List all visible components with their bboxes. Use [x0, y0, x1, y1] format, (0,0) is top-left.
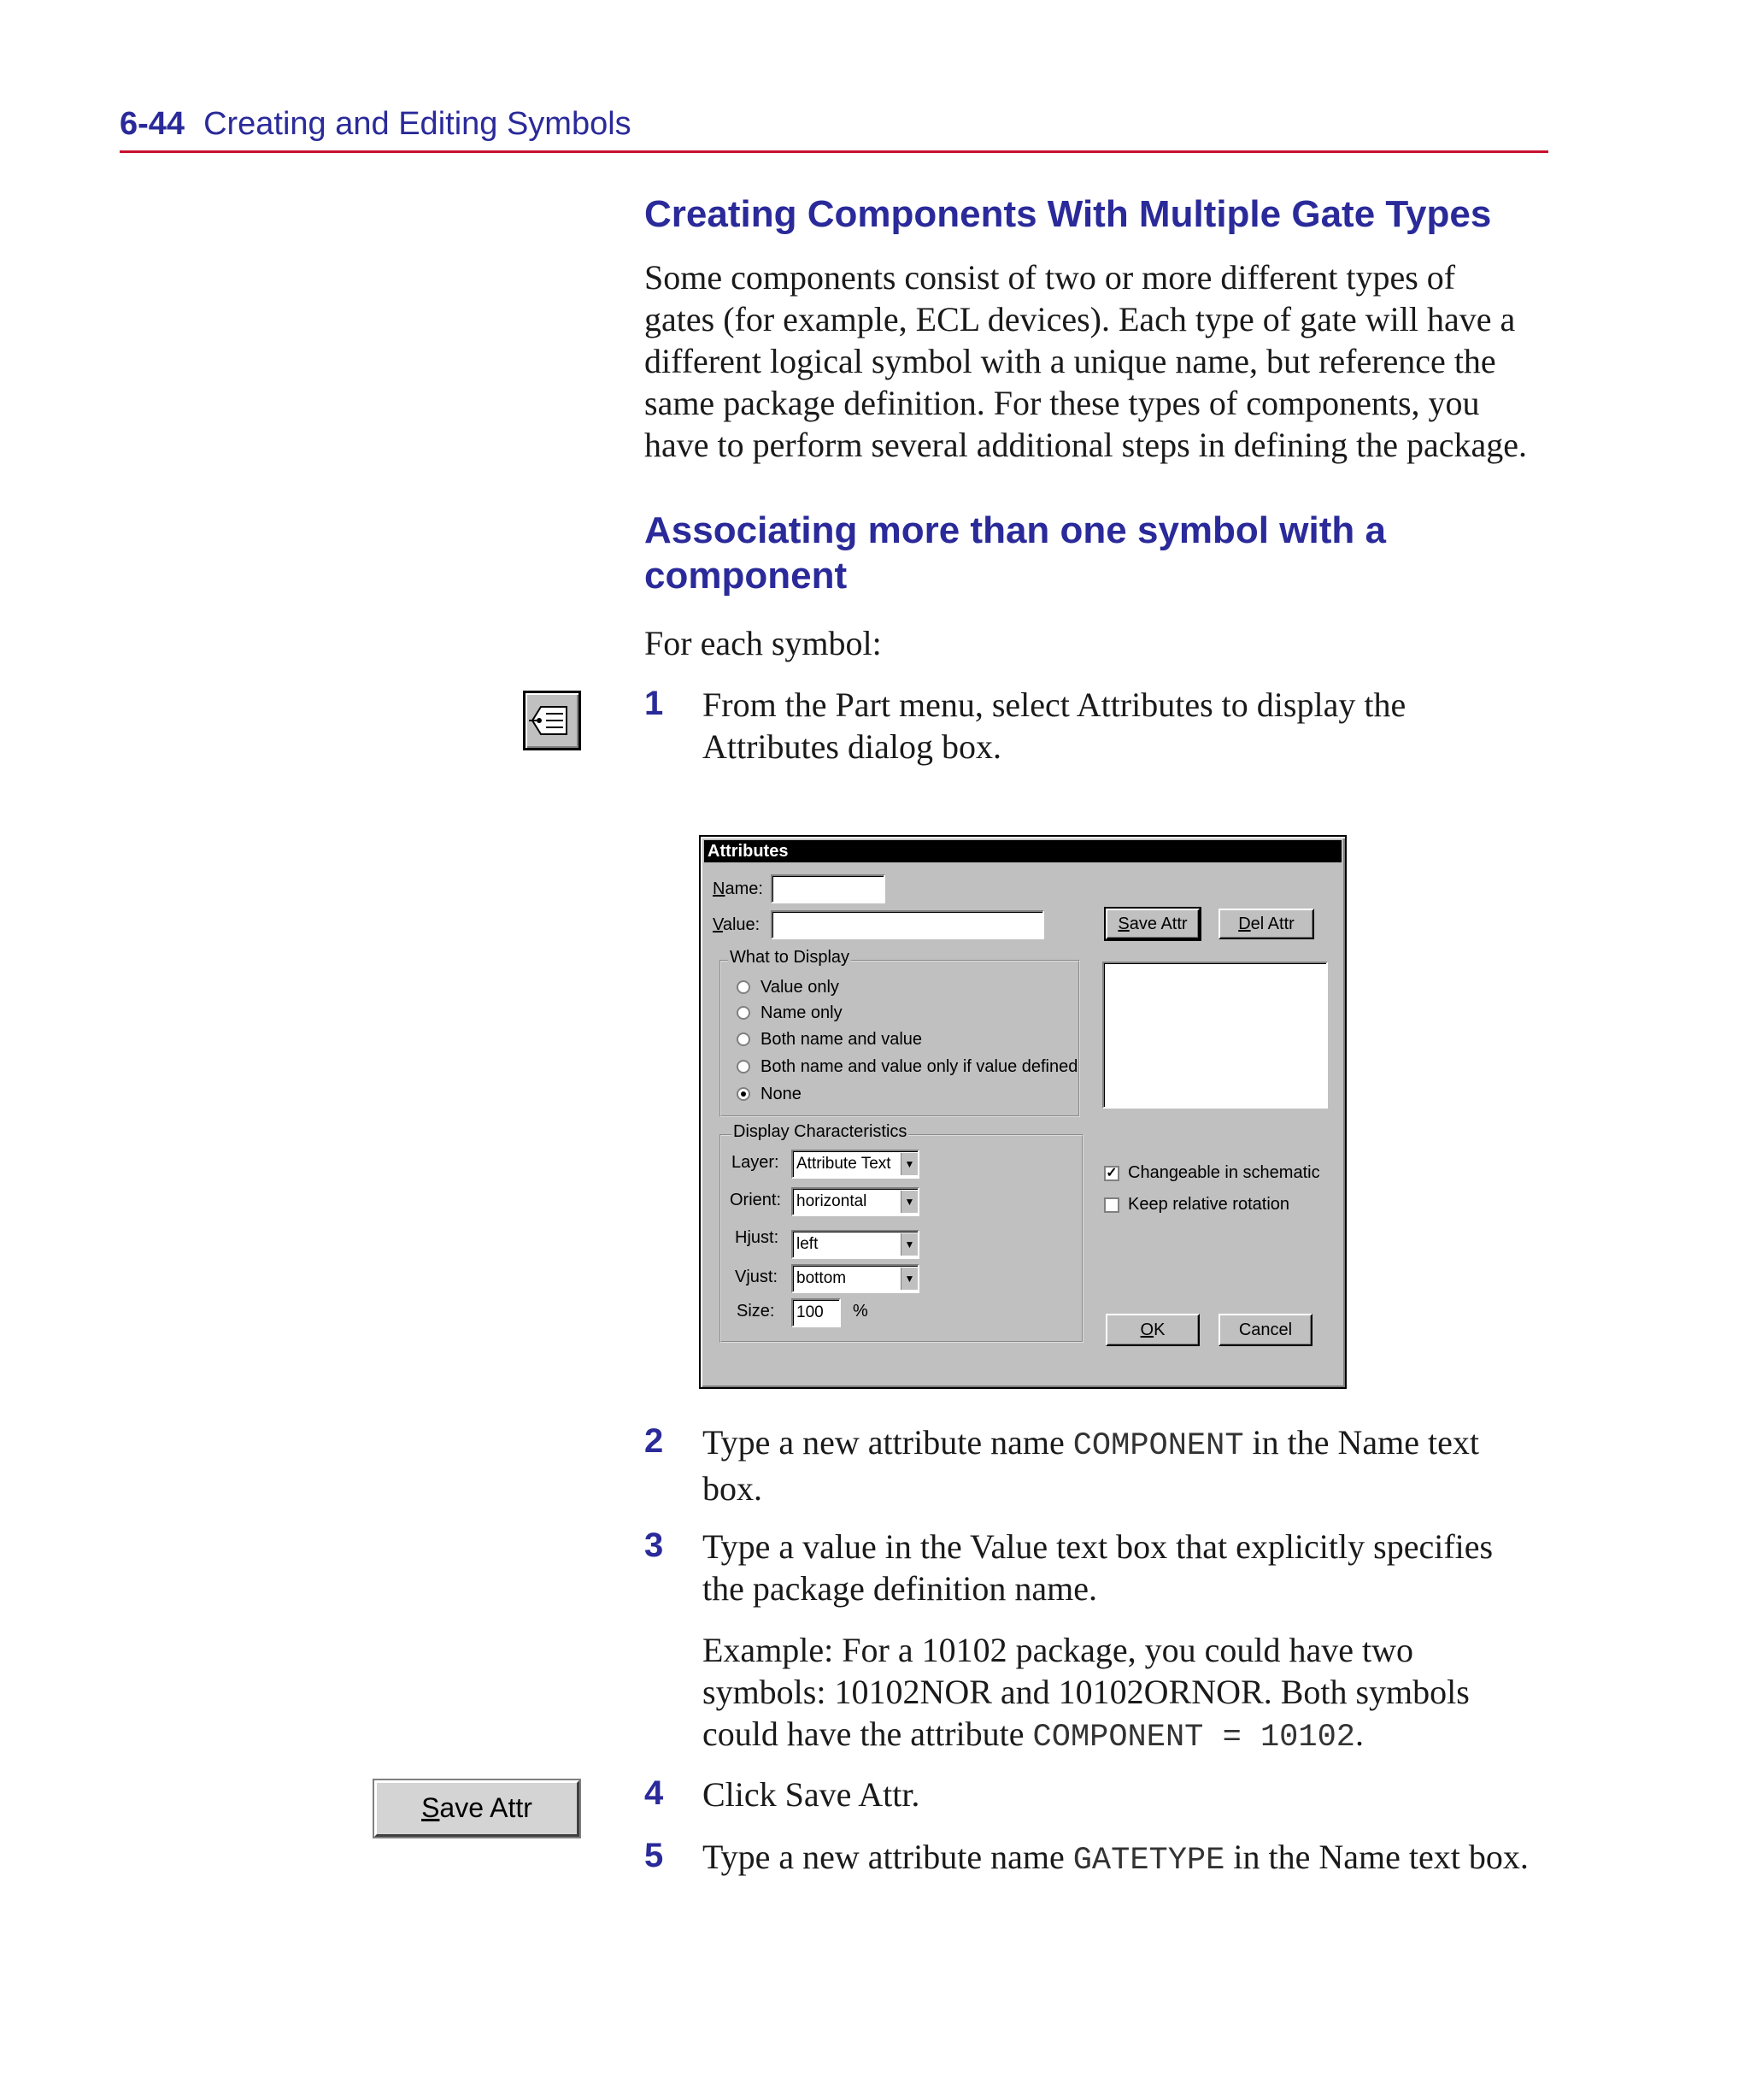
size-label: Size: — [737, 1302, 775, 1321]
name-label: Name: — [713, 879, 763, 898]
size-unit: % — [853, 1302, 868, 1321]
vjust-select[interactable] — [791, 1264, 919, 1293]
display-characteristics-title: Display Characteristics — [733, 1122, 907, 1141]
ok-button[interactable]: OK — [1106, 1314, 1200, 1346]
keep-rotation-label: Keep relative rotation — [1128, 1195, 1290, 1214]
radio-none[interactable] — [737, 1087, 750, 1101]
radio-label: Value only — [760, 978, 839, 997]
attributes-listbox[interactable] — [1102, 962, 1328, 1109]
name-input[interactable] — [771, 874, 885, 903]
hjust-label: Hjust: — [735, 1228, 779, 1247]
step-line: From the Part menu, select Attributes to display the — [702, 685, 1406, 724]
vjust-label: Vjust: — [735, 1268, 778, 1286]
example-line: symbols: 10102NOR and 10102ORNOR. Both symbols — [702, 1673, 1470, 1711]
section-heading: Creating Components With Multiple Gate Types — [644, 193, 1492, 235]
radio-both-if-defined[interactable] — [737, 1060, 750, 1074]
chevron-down-icon[interactable]: ▼ — [901, 1153, 918, 1175]
layer-select[interactable] — [791, 1150, 919, 1179]
orient-select[interactable] — [791, 1187, 919, 1216]
step-number: 2 — [644, 1422, 664, 1460]
radio-label: Both name and value — [760, 1030, 923, 1049]
size-input[interactable]: 100 — [791, 1298, 841, 1327]
radio-value-only[interactable] — [737, 980, 750, 994]
subsection-heading-line: component — [644, 555, 848, 597]
tag-icon — [526, 693, 578, 748]
radio-label: None — [760, 1085, 802, 1103]
save-attr-button[interactable]: Save Attr — [1106, 909, 1200, 939]
value-input[interactable] — [771, 910, 1044, 939]
save-attr-margin-button: Save Attr — [374, 1780, 579, 1837]
intro-line: same package definition. For these types of components, you — [644, 384, 1480, 422]
radio-label: Both name and value only if value defined — [760, 1057, 1078, 1076]
code-component-10102: COMPONENT = 10102 — [1032, 1720, 1355, 1756]
cancel-button[interactable]: Cancel — [1219, 1314, 1312, 1346]
step-line: box. — [702, 1469, 762, 1508]
hjust-value: left — [796, 1235, 819, 1253]
del-attr-button[interactable]: Del Attr — [1219, 909, 1314, 939]
subsection-heading-line: Associating more than one symbol with a — [644, 509, 1386, 551]
attributes-dialog — [699, 835, 1347, 1389]
value-label: Value: — [713, 915, 760, 934]
orient-value: horizontal — [796, 1192, 867, 1210]
changeable-checkbox[interactable]: ✓ — [1104, 1166, 1119, 1181]
step-4-text: Click Save Attr. — [702, 1775, 920, 1814]
step-number: 4 — [644, 1774, 664, 1812]
step-number: 1 — [644, 685, 664, 722]
layer-value: Attribute Text — [796, 1155, 891, 1173]
step-3-text — [702, 1526, 1493, 1609]
step-5-text: Type a new attribute name GATETYPE in the Name text box. — [702, 1838, 1529, 1879]
lead-text: For each symbol: — [644, 624, 882, 662]
subsection-heading — [644, 508, 1386, 598]
header-rule — [120, 150, 1548, 153]
code-gatetype: GATETYPE — [1072, 1843, 1225, 1879]
step-line: the package definition name. — [702, 1569, 1098, 1608]
step-1-text — [702, 684, 1406, 768]
step-line: Type a value in the Value text box that explicitly specifies — [702, 1527, 1494, 1566]
radio-label: Name only — [760, 1003, 843, 1022]
chevron-down-icon[interactable]: ▼ — [901, 1191, 918, 1213]
page-number: 6-44 — [120, 106, 185, 142]
chevron-down-icon[interactable]: ▼ — [901, 1268, 918, 1290]
step-number: 3 — [644, 1526, 664, 1564]
keep-rotation-checkbox[interactable] — [1104, 1197, 1119, 1213]
radio-name-only[interactable] — [737, 1006, 750, 1020]
intro-line: different logical symbol with a unique name, but reference the — [644, 342, 1496, 380]
chapter-title: Creating and Editing Symbols — [203, 106, 631, 142]
step-2-text: Type a new attribute name COMPONENT in the Name text box. — [702, 1423, 1480, 1508]
step-line: Attributes dialog box. — [702, 727, 1001, 766]
layer-label: Layer: — [731, 1153, 779, 1172]
intro-paragraph — [644, 256, 1527, 466]
running-header — [120, 106, 631, 143]
intro-line: gates (for example, ECL devices). Each type of gate will have a — [644, 300, 1516, 338]
orient-label: Orient: — [730, 1191, 782, 1209]
hjust-select[interactable] — [791, 1230, 919, 1259]
example-line: Example: For a 10102 package, you could have two — [702, 1631, 1413, 1669]
vjust-value: bottom — [796, 1269, 847, 1287]
radio-both-name-value[interactable] — [737, 1032, 750, 1046]
attributes-toolbar-icon — [523, 691, 581, 750]
intro-line: Some components consist of two or more different types of — [644, 258, 1456, 297]
dialog-title: Attributes — [704, 840, 1342, 862]
code-component: COMPONENT — [1072, 1428, 1244, 1464]
chevron-down-icon[interactable]: ▼ — [901, 1233, 918, 1256]
changeable-label: Changeable in schematic — [1128, 1163, 1320, 1182]
example-text: Example: For a 10102 package, you could have two symbols: 10102NOR and 10102ORNOR. Both symbols could have the attribute COMPONENT = 10102. — [702, 1631, 1470, 1756]
what-to-display-title: What to Display — [730, 948, 850, 967]
intro-line: have to perform several additional steps in defining the package. — [644, 426, 1527, 464]
step-number: 5 — [644, 1837, 664, 1874]
